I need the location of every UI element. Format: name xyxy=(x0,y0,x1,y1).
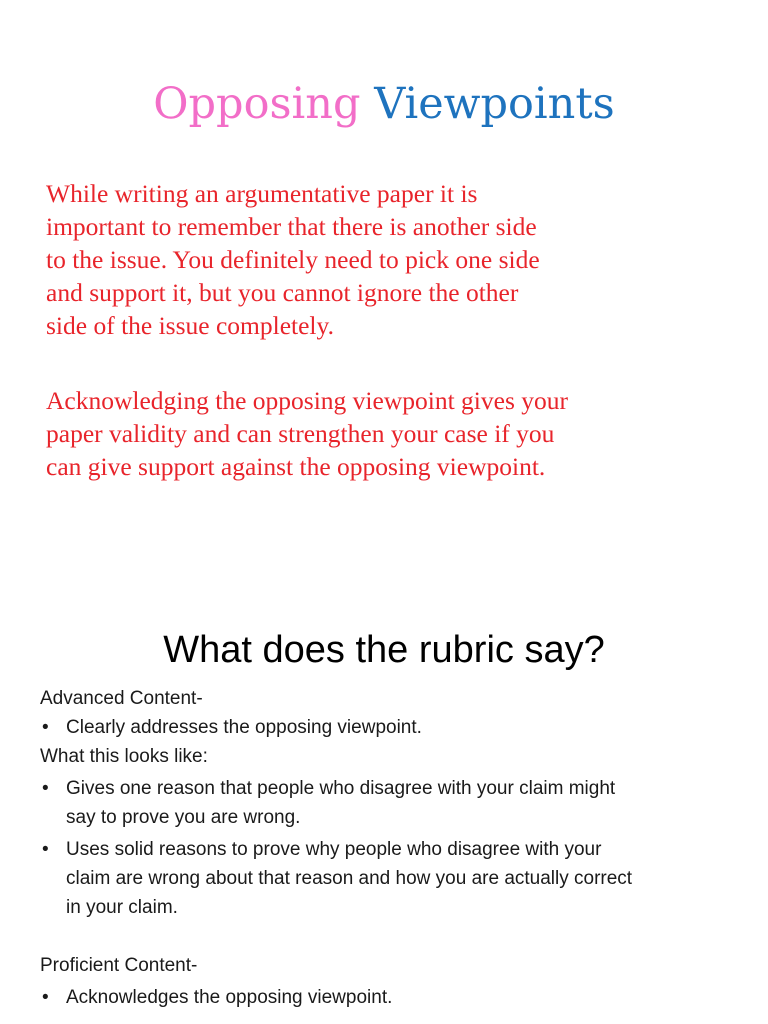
list-item xyxy=(40,983,740,1012)
proficient-content-heading: Proficient Content- xyxy=(40,955,198,976)
looks-like-heading: What this looks like: xyxy=(40,746,208,767)
paragraph-line: paper validity and can strengthen your case if you xyxy=(46,419,555,448)
list-item xyxy=(40,713,740,742)
bullet-text: claim are wrong about that reason and how you are actually correct xyxy=(66,868,633,889)
bullet-text: Clearly addresses the opposing viewpoint. xyxy=(66,717,422,738)
paragraph-acknowledging xyxy=(46,384,746,483)
advanced-content-heading: Advanced Content- xyxy=(40,688,203,709)
bullet-text: say to prove you are wrong. xyxy=(66,807,301,828)
bullet-icon: • xyxy=(42,717,49,738)
list-item xyxy=(40,835,740,922)
bullet-icon: • xyxy=(42,987,49,1008)
slide-rubric xyxy=(0,600,768,1024)
rubric-body xyxy=(40,684,740,1012)
bullet-text: Acknowledges the opposing viewpoint. xyxy=(66,987,393,1008)
paragraph-line: can give support against the opposing viewpoint. xyxy=(46,452,546,481)
paragraph-line: side of the issue completely. xyxy=(46,311,334,340)
paragraph-line: While writing an argumentative paper it is xyxy=(46,179,478,208)
bullet-text: Uses solid reasons to prove why people who disagree with your xyxy=(66,839,602,860)
paragraph-line: Acknowledging the opposing viewpoint gives your xyxy=(46,386,568,415)
title-word-viewpoints: Viewpoints xyxy=(374,79,615,129)
list-item xyxy=(40,774,740,832)
bullet-icon: • xyxy=(42,778,49,799)
slide-title: What does the rubric say? xyxy=(163,629,605,671)
bullet-text: in your claim. xyxy=(66,897,178,918)
paragraph-line: and support it, but you cannot ignore the other xyxy=(46,278,519,307)
paragraph-intro xyxy=(46,177,746,342)
bullet-text: Gives one reason that people who disagree with your claim might xyxy=(66,778,616,799)
bullet-icon: • xyxy=(42,839,49,860)
title-word-opposing: Opposing xyxy=(153,79,361,129)
paragraph-line: to the issue. You definitely need to pick one side xyxy=(46,245,540,274)
paragraph-line: important to remember that there is another side xyxy=(46,212,537,241)
slide-title xyxy=(0,76,768,132)
